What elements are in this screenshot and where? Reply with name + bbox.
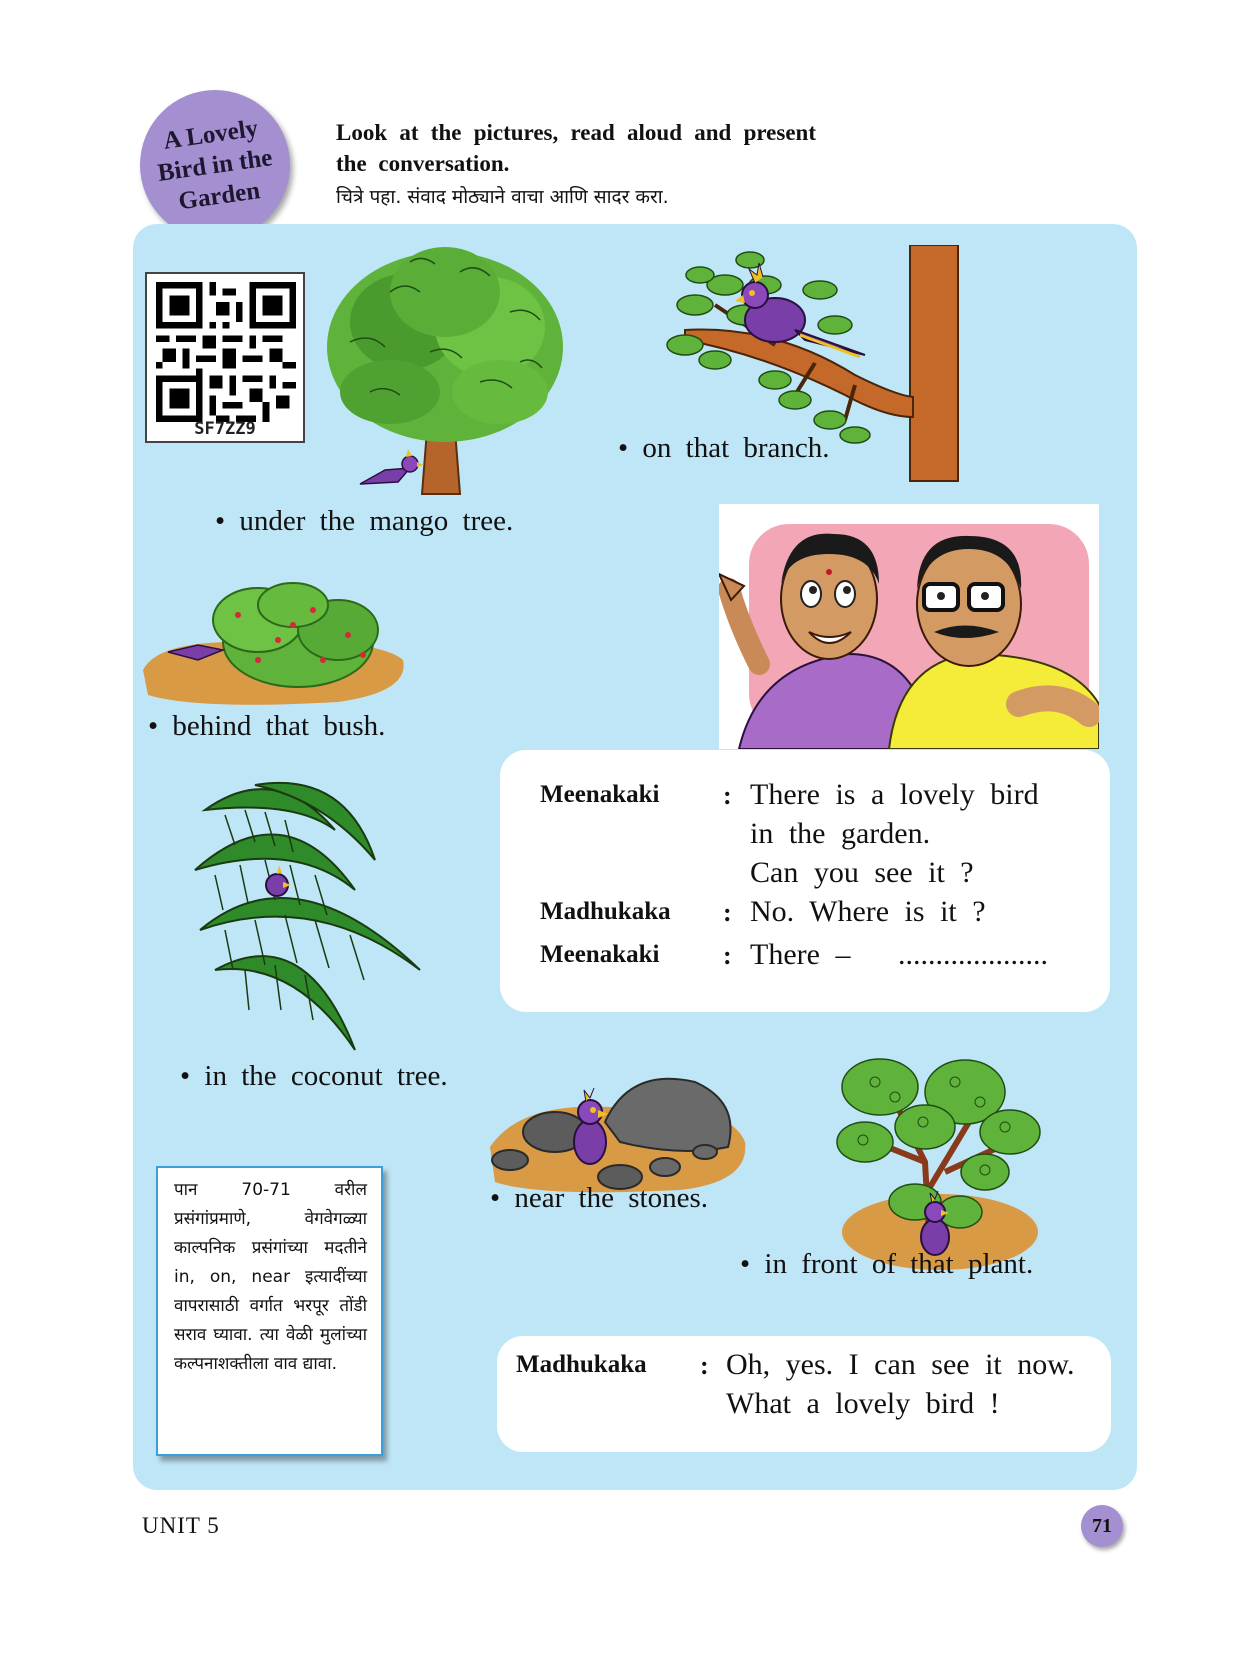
page-number: 71 [1081,1505,1123,1547]
caption-coconut-tree: • in the coconut tree. [180,1060,448,1092]
dialogue-line: Can you see it ? [750,856,974,889]
speaker-meenakaki: Meenakaki [540,781,660,808]
purple-bird-icon [360,449,424,484]
dialogue-colon: : [700,1351,709,1380]
lesson-title-badge [140,90,290,240]
dialogue-line: There is a lovely bird [750,778,1039,811]
caption-bush: • behind that bush. [148,710,386,742]
plant-illustration [835,1052,1050,1274]
instruction-english: Look at the pictures, read aloud and present the conversation. [336,120,816,176]
qr-code-label: SF7ZZ9 [194,419,256,439]
dialogue-colon: : [723,941,732,970]
caption-branch: • on that branch. [618,432,830,464]
teacher-note: पान 70-71 वरील प्रसंगांप्रमाणे, वेगवेगळ्या काल्पनिक प्रसंगांच्या मदतीने in, on, near इत्यादींच्या वापरासाठी वर्गात भरपूर तोंडी सराव घ्यावा. त्या वेळी मुलांच्या कल्पनाशक्तीला वाव द्यावा. [156,1166,383,1456]
dialogue-line: No. Where is it ? [750,895,986,928]
meenakaki-madhukaka-illustration [719,504,1099,749]
caption-stones: • near the stones. [490,1182,708,1214]
characters-picture [719,504,1099,749]
lesson-title: A Lovely Bird in the Garden [156,114,274,215]
bush-illustration [138,580,410,710]
dialogue-line: in the garden. [750,817,931,850]
dialogue-line: There – [750,938,851,971]
dialogue-colon: : [723,781,732,810]
speaker-madhukaka: Madhukaka [516,1351,647,1378]
caption-plant: • in front of that plant. [740,1248,1034,1280]
qr-code-icon [156,282,296,422]
qr-code-box[interactable] [145,272,305,443]
unit-label: UNIT 5 [142,1513,220,1538]
speaker-meenakaki: Meenakaki [540,941,660,968]
dialogue-blank: .................... [898,938,1048,971]
instruction-marathi: चित्रे पहा. संवाद मोठ्याने वाचा आणि सादर करा. [336,186,669,208]
coconut-tree-illustration [185,770,430,1055]
caption-mango-tree: • under the mango tree. [215,505,514,537]
speaker-madhukaka: Madhukaka [540,898,671,925]
dialogue-line: Oh, yes. I can see it now. [726,1348,1075,1381]
mango-tree-illustration [310,232,580,504]
dialogue-line: What a lovely bird ! [726,1387,1000,1420]
purple-bird-in-coconut-icon [266,865,291,896]
dialogue-colon: : [723,898,732,927]
